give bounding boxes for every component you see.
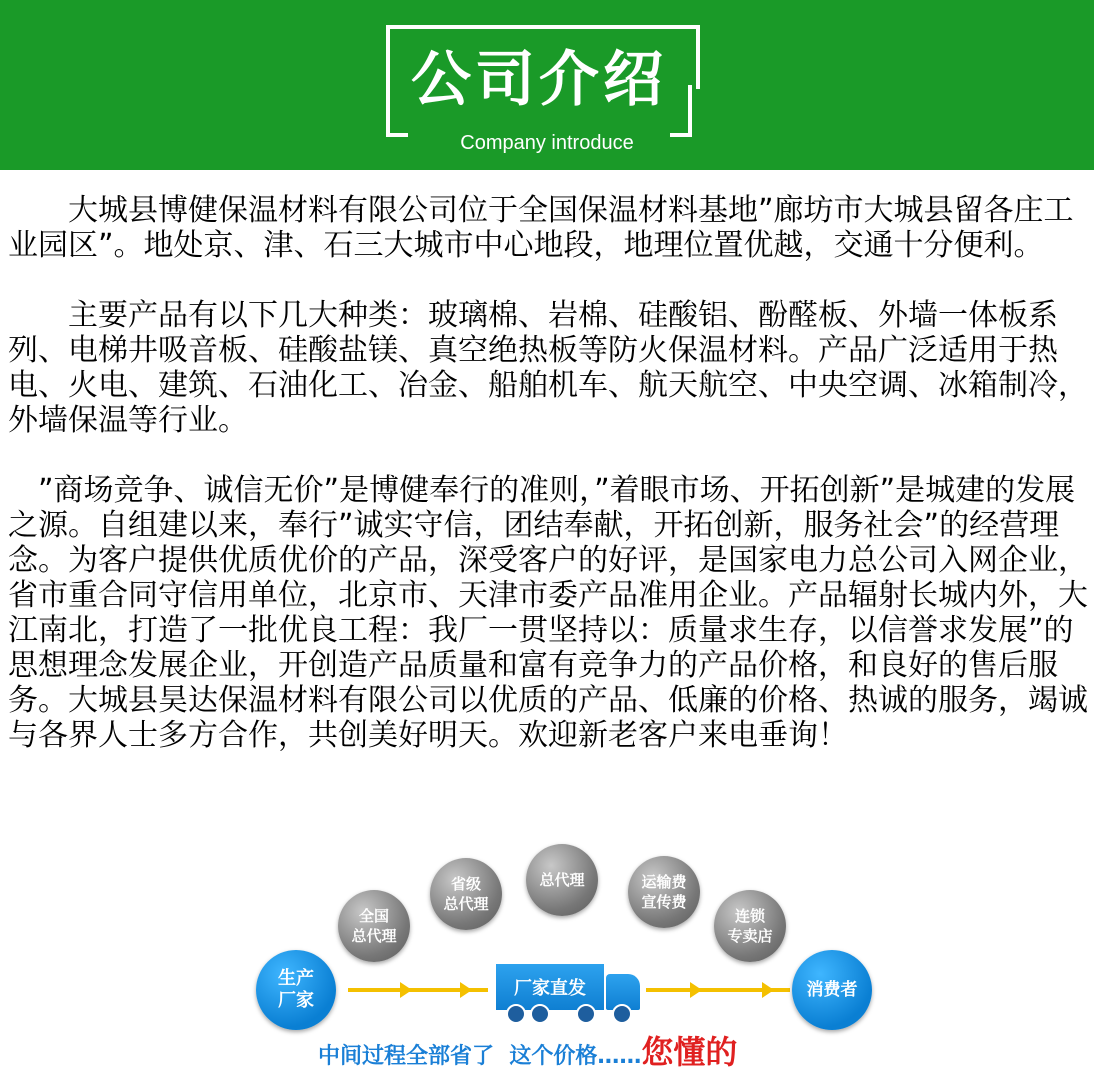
arrow-icon <box>762 982 774 998</box>
middleman-ball: 连锁 专卖店 <box>714 890 786 962</box>
tagline-main: 中间过程全部省了 这个价格…… <box>318 1044 642 1069</box>
wheel-icon <box>576 1004 596 1024</box>
page-subtitle: Company introduce <box>460 132 634 154</box>
paragraph-location: 大城县博健保温材料有限公司位于全国保温材料基地”廊坊市大城县留各庄工业园区”。地处京、津、石三大城市中心地段，地理位置优越，交通十分便利。 <box>8 193 1074 263</box>
middleman-ball: 省级 总代理 <box>430 858 502 930</box>
wheel-icon <box>530 1004 550 1024</box>
wheel-icon <box>506 1004 526 1024</box>
tagline-emphasis: 您懂的 <box>641 1033 738 1071</box>
middleman-ball: 运输费 宣传费 <box>628 856 700 928</box>
intro-text <box>8 193 1092 753</box>
middleman-ball: 总代理 <box>526 844 598 916</box>
wheel-icon <box>612 1004 632 1024</box>
title-frame <box>386 25 692 135</box>
paragraph-products: 主要产品有以下几大种类：玻璃棉、岩棉、硅酸铝、酚醛板、外墙一体板系列、电梯井吸音板、硅酸盐镁、真空绝热板等防火保温材料。产品广泛适用于热电、火电、建筑、石油化工、冶金、船舶机车、航天航空、中央空调、冰箱制冷，外墙保温等行业。 <box>8 298 1088 438</box>
page-title: 公司介绍 <box>411 45 667 115</box>
paragraph-philosophy: ”商场竞争、诚信无价”是博健奉行的准则，”着眼市场、开拓创新”是城建的发展之源。自组建以来，奉行”诚实守信，团结奉献，开拓创新，服务社会”的经营理念。为客户提供优质优价的产品，深受客户的好评，是国家电力总公司入网企业，省市重合同守信用单位，北京市、天津市委产品准用企业。产品辐射长城内外，大江南北，打造了一批优良工程：我厂一贯坚持以：质量求生存，以信誉求发展”的思想理念发展企业，开创造产品质量和富有竞争力的产品价格，和良好的售后服务。大城县昊达保温材料有限公司以优质的产品、低廉的价格、热诚的服务，竭诚与各界人士多方合作，共创美好明天。欢迎新老客户来电垂询！ <box>8 473 1088 753</box>
tagline <box>318 1034 737 1075</box>
arrow-icon <box>400 982 412 998</box>
consumer-ball: 消费者 <box>792 950 872 1030</box>
header-banner <box>0 0 1094 170</box>
truck-icon: 厂家直发 <box>496 964 604 1010</box>
producer-ball: 生产 厂家 <box>256 950 336 1030</box>
middleman-ball: 全国 总代理 <box>338 890 410 962</box>
arrow-icon <box>460 982 472 998</box>
arrow-icon <box>690 982 702 998</box>
